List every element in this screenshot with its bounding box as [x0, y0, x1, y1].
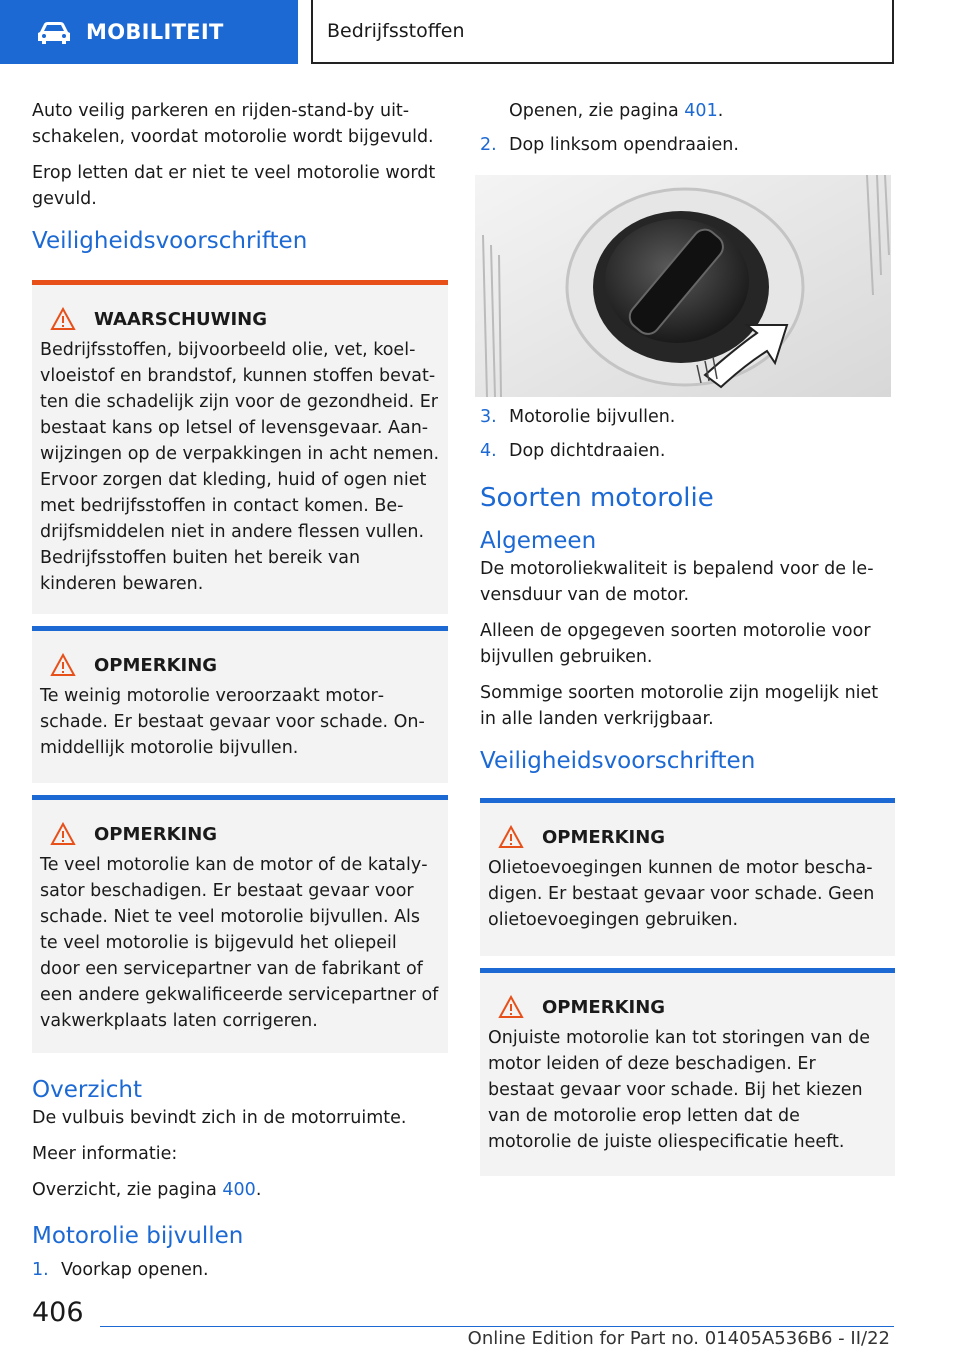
list-item — [480, 438, 896, 464]
intro-paragraph: Erop letten dat er niet te veel motorolie wordt gevuld. — [32, 163, 436, 209]
note-box — [32, 626, 448, 783]
step-text: Voorkap openen. — [61, 1260, 209, 1280]
overview-paragraph: Meer informatie: — [32, 1144, 178, 1164]
note-box — [480, 798, 895, 956]
step-text: Motorolie bijvullen. — [509, 407, 676, 427]
note-title: OPMERKING — [94, 654, 218, 676]
general-paragraph: Sommige soorten motorolie zijn mogelijk niet in alle landen verkrijgbaar. — [480, 683, 879, 729]
page-link[interactable]: 401 — [684, 101, 718, 121]
note-text: Olietoevoegingen kunnen de motor beschadigen. Er bestaat gevaar voor schade. Geen olietoevoegingen gebruiken. — [488, 858, 875, 930]
general-paragraph: Alleen de opgegeven soorten motorolie voor bijvullen gebruiken. — [480, 621, 871, 667]
step-text: Dop dichtdraaien. — [509, 441, 666, 461]
section-tab — [0, 0, 298, 64]
step-number: 1. — [32, 1260, 49, 1280]
list-item — [480, 132, 896, 158]
step-text: Dop linksom opendraaien. — [509, 135, 739, 155]
warning-text: Bedrijfsstoffen, bijvoorbeeld olie, vet, koelvloeistof en brandstof, kunnen stoffen bevatten die schadelijk zijn voor de gezondheid. Er bestaat kans op letsel of levensgevaar. Aanwijzingen op de verpakkingen in acht nemen. Ervoor zorgen dat kleding, huid of ogen niet met bedrijfsstoffen in contact komen. Bedrijfsmiddelen niet in andere flessen vullen. Bedrijfsstoffen buiten het bereik van kinderen bewaren. — [40, 340, 440, 594]
section-heading: Veiligheidsvoorschriften — [480, 748, 756, 774]
list-item — [32, 1257, 448, 1283]
step-number: 2. — [480, 135, 497, 155]
note-title: OPMERKING — [542, 826, 666, 848]
list-item — [480, 404, 896, 430]
warning-triangle-icon — [498, 825, 524, 849]
warning-box — [32, 280, 448, 614]
warning-triangle-icon — [498, 995, 524, 1019]
warning-triangle-icon — [50, 653, 76, 677]
overview-paragraph: De vulbuis bevindt zich in de motorruimte. — [32, 1108, 407, 1128]
oil-cap-illustration — [475, 175, 891, 397]
note-title: OPMERKING — [94, 823, 218, 845]
section-title: MOBILITEIT — [86, 20, 224, 44]
section-heading: Soorten motorolie — [480, 483, 714, 513]
warning-triangle-icon — [50, 822, 76, 846]
note-text: Onjuiste motorolie kan tot storingen van de motor leiden of deze beschadigen. Er bestaat gevaar voor schade. Bij het kiezen van de motorolie erop letten dat de motorolie de juiste oliespecificatie heeft. — [488, 1028, 871, 1152]
subsection-heading: Algemeen — [480, 528, 597, 554]
intro-paragraph: Auto veilig parkeren en rijden-stand-by uitschakelen, voordat motorolie wordt bijgevuld. — [32, 101, 434, 147]
edition-note: Online Edition for Part no. 01405A536B6 - II/22 — [467, 1328, 890, 1349]
section-heading: Veiligheidsvoorschriften — [32, 228, 308, 254]
note-text: Te weinig motorolie veroorzaakt motorschade. Er bestaat gevaar voor schade. Onmiddellijk motorolie bijvullen. — [40, 686, 425, 758]
page-link[interactable]: 400 — [222, 1180, 256, 1200]
chapter-title: Bedrijfsstoffen — [327, 20, 465, 42]
note-box — [480, 968, 895, 1176]
overview-paragraph: Overzicht, zie pagina 400. — [32, 1180, 262, 1200]
step-number: 3. — [480, 407, 497, 427]
step-text: Openen, zie pagina 401. — [509, 101, 724, 121]
note-title: OPMERKING — [542, 996, 666, 1018]
warning-title: WAARSCHUWING — [94, 308, 268, 330]
note-text: Te veel motorolie kan de motor of de katalysator beschadigen. Er bestaat gevaar voor schade. Niet te veel motorolie bijvullen. Als te veel motorolie is bijgevuld het oliepeil door een servicepartner van de fabrikant of een andere gekwalificeerde servicepartner of vakwerkplaats laten corrigeren. — [40, 855, 439, 1031]
list-item — [480, 98, 896, 124]
chapter-tab — [311, 0, 894, 64]
left-column — [32, 98, 448, 1291]
note-box — [32, 795, 448, 1053]
footer-divider — [100, 1326, 894, 1327]
page-number: 406 — [32, 1297, 84, 1328]
car-icon — [34, 18, 74, 46]
step-number: 4. — [480, 441, 497, 461]
section-heading: Overzicht — [32, 1077, 143, 1103]
section-heading: Motorolie bijvullen — [32, 1223, 244, 1249]
general-paragraph: De motoroliekwaliteit is bepalend voor de levensduur van de motor. — [480, 559, 874, 605]
warning-triangle-icon — [50, 307, 76, 331]
